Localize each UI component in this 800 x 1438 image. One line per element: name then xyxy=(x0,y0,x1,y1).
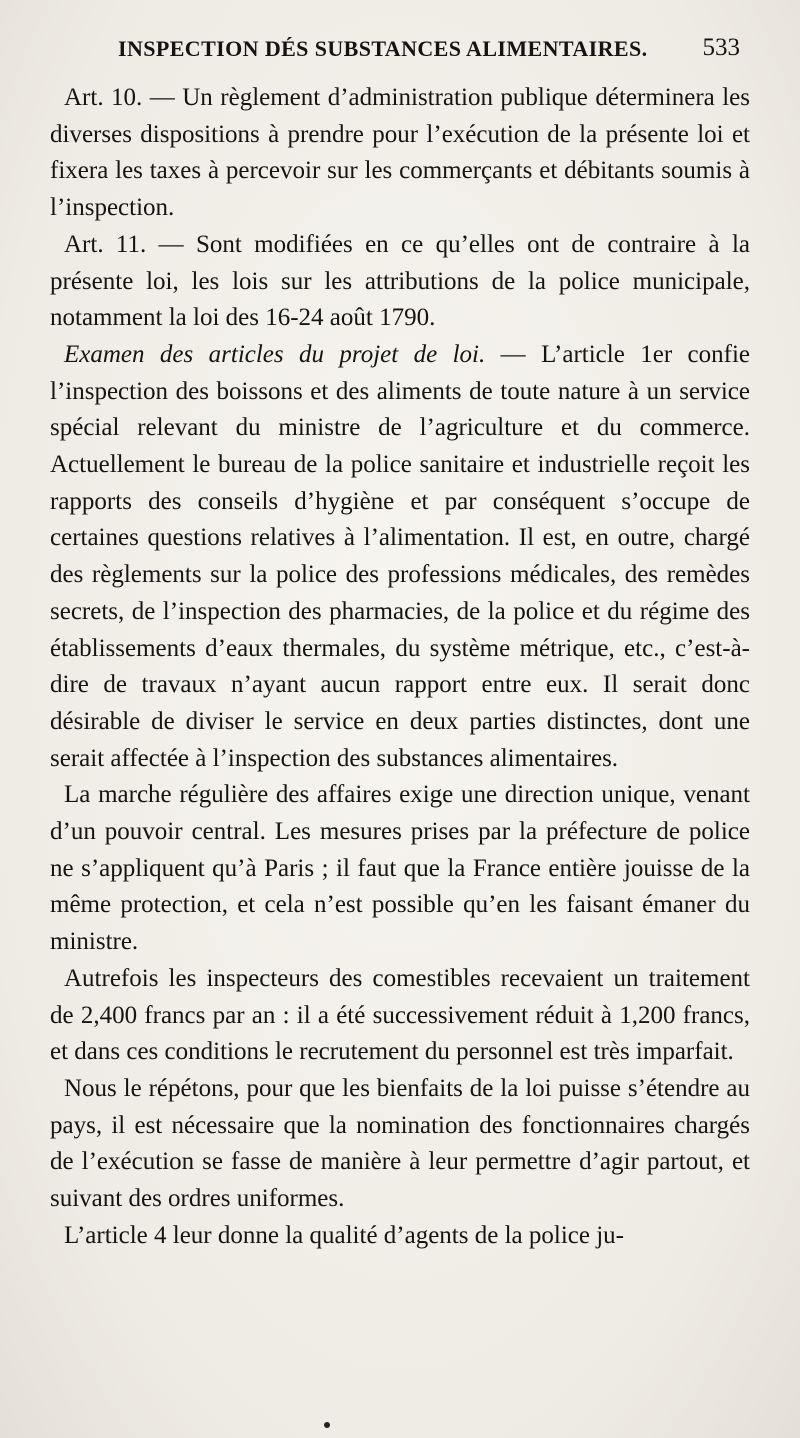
paragraph-article-4 xyxy=(50,1218,750,1255)
paragraph-art-11 xyxy=(50,227,750,337)
paragraph-examen xyxy=(50,337,750,777)
ink-dot xyxy=(324,1422,330,1428)
paragraph-art-10 xyxy=(50,80,750,227)
paragraph-text: L’article 4 leur donne la qualité d’agents de la police ju- xyxy=(64,1221,624,1249)
page-header xyxy=(60,36,740,70)
paragraph-text: Nous le répétons, pour que les bienfaits de la loi puisse s’étendre au pays, il est nécessaire que la nomination des fonctionnaires chargés de l’exécution se fasse de manière à leur permettre d’agir partout, et suivant des ordres uniformes. xyxy=(50,1074,750,1213)
paragraph-text: La marche régulière des affaires exige une direction unique, venant d’un pouvoir central. Les mesures prises par la préfecture de police ne s’appliquent qu’à Paris ; il faut que la France entière jouisse de la même protection, et cela n’est possible qu’en les faisant émaner du ministre. xyxy=(50,781,750,956)
section-lead: Examen des articles du projet de loi. xyxy=(64,340,486,368)
paragraph-text: Art. 10. — Un règlement d’administration publique déterminera les diverses dispositions à prendre pour l’exécution de la présente loi et fixera les taxes à percevoir sur les commerçants et débitants soumis à l’inspection. xyxy=(50,84,750,222)
paragraph-text: — L’article 1er confie l’inspection des boissons et des aliments de toute nature à un service spécial relevant du ministre de l’agriculture et du commerce. Actuellement le bureau de la police sanitaire et industrielle reçoit les rapports des conseils d’hygiène et par conséquent s’occupe de certaines questions relatives à l’alimentation. Il est, en outre, chargé des règlements sur la police des professions médicales, des remèdes secrets, de l’inspection des pharmacies, de la police et du régime des établissements d’eaux thermales, du système métrique, etc., c’est-à-dire de travaux n’ayant aucun rapport entre eux. Il serait donc désirable de diviser le service en deux parties distinctes, dont une serait affectée à l’inspection des substances alimentaires. xyxy=(50,340,751,772)
paragraph-text: Autrefois les inspecteurs des comestibles recevaient un traitement de 2,400 francs par an : il a été successivement réduit à 1,200 francs, et dans ces conditions le recrutement du personnel est très imparfait. xyxy=(50,964,750,1066)
paragraph-nous xyxy=(50,1071,750,1218)
page-number: 533 xyxy=(702,34,740,61)
paragraph-autrefois xyxy=(50,961,750,1071)
running-head: INSPECTION DÉS SUBSTANCES ALIMENTAIRES. xyxy=(118,36,648,61)
paragraph-marche xyxy=(50,777,750,961)
paragraph-text: Art. 11. — Sont modifiées en ce qu’elles ont de contraire à la présente loi, les lois sur les attributions de la police municipale, notamment la loi des 16-24 août 1790. xyxy=(50,230,750,332)
body-text xyxy=(50,80,750,1255)
